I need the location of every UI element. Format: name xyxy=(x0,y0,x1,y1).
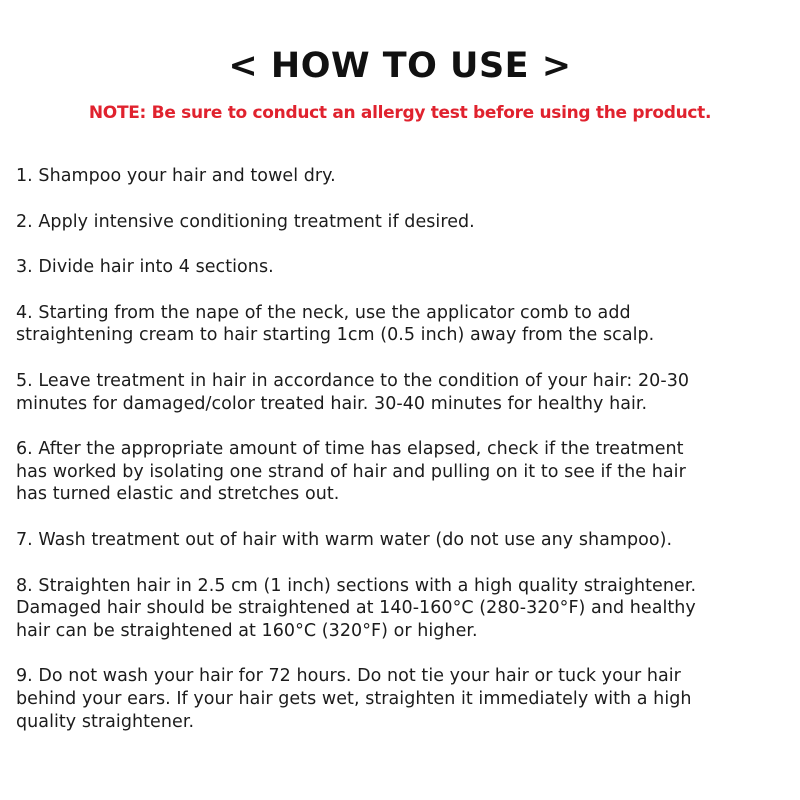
allergy-note: NOTE: Be sure to conduct an allergy test before using the product. xyxy=(88,103,712,123)
instruction-step-5 xyxy=(16,370,786,415)
step-text-line: quality straightener. xyxy=(16,711,195,732)
step-text-line: 3. Divide hair into 4 sections. xyxy=(16,257,274,278)
step-text-line: 5. Leave treatment in hair in accordance to the condition of your hair: 20-30 xyxy=(16,370,690,391)
instruction-step-6 xyxy=(16,438,786,506)
step-text-line: 2. Apply intensive conditioning treatment if desired. xyxy=(16,211,475,232)
step-text-line: Damaged hair should be straightened at 140-160°C (280-320°F) and healthy xyxy=(16,598,696,619)
instruction-step-2 xyxy=(16,211,786,234)
instruction-step-7 xyxy=(16,529,786,552)
step-text-line: has worked by isolating one strand of hair and pulling on it to see if the hair xyxy=(16,461,686,482)
step-text-line: hair can be straightened at 160°C (320°F) or higher. xyxy=(16,620,478,641)
page-title: < HOW TO USE > xyxy=(228,46,572,86)
step-text-line: minutes for damaged/color treated hair. 30-40 minutes for healthy hair. xyxy=(16,393,648,414)
step-text-line: straightening cream to hair starting 1cm (0.5 inch) away from the scalp. xyxy=(16,325,655,346)
instruction-step-1 xyxy=(16,165,786,188)
step-text-line: 7. Wash treatment out of hair with warm water (do not use any shampoo). xyxy=(16,529,673,550)
step-text-line: 1. Shampoo your hair and towel dry. xyxy=(16,166,336,186)
step-text-line: 8. Straighten hair in 2.5 cm (1 inch) sections with a high quality straightener. xyxy=(16,575,697,596)
instruction-step-9 xyxy=(16,665,786,733)
step-text-line: has turned elastic and stretches out. xyxy=(16,484,340,505)
step-text-line: 4. Starting from the nape of the neck, use the applicator comb to add xyxy=(16,302,631,323)
step-text-line: 6. After the appropriate amount of time has elapsed, check if the treatment xyxy=(16,439,684,460)
instruction-step-4 xyxy=(16,302,786,347)
step-text-line: behind your ears. If your hair gets wet, straighten it immediately with a high xyxy=(16,688,692,709)
instruction-step-8 xyxy=(16,575,786,643)
instruction-list xyxy=(16,165,786,756)
step-text-line: 9. Do not wash your hair for 72 hours. Do not tie your hair or tuck your hair xyxy=(16,666,681,687)
instruction-step-3 xyxy=(16,256,786,279)
